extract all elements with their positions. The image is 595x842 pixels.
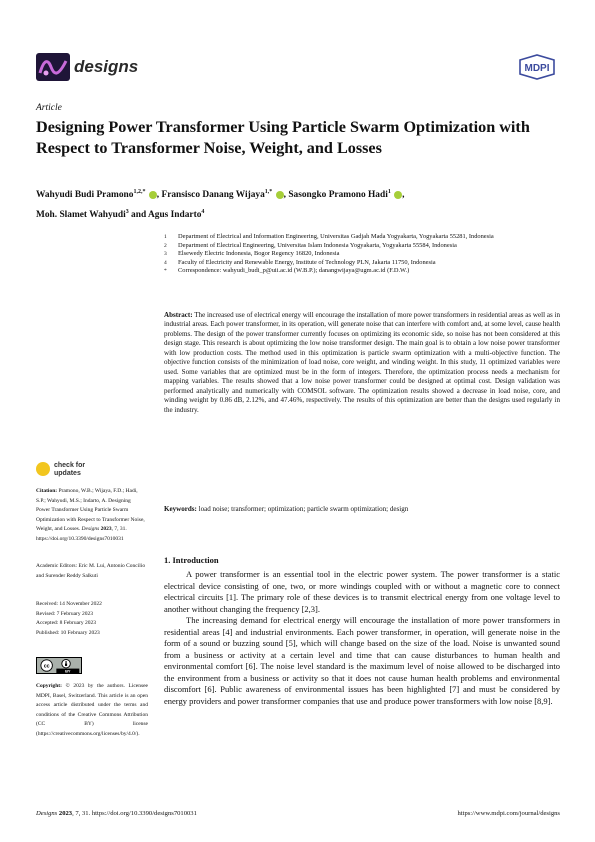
paragraph: A power transformer is an essential tool in the electric power system. The power transformer is a static electrical device consisting of one, two, or more windings coupled with or without a magnetic core to connect electrical circuits [1]. The primary role of these devices is to transmit electrical energy from one voltage level to another without changing the frequency [2,3]. xyxy=(164,569,560,614)
accepted-date: Accepted: 8 February 2023 xyxy=(36,620,97,626)
citation-block xyxy=(36,487,146,544)
affiliation-item xyxy=(164,259,564,268)
abstract-label: Abstract: xyxy=(164,311,193,319)
keywords-text: load noise; transformer; optimization; particle swarm optimization; design xyxy=(198,505,409,513)
author-affiliation-mark: 3 xyxy=(125,209,129,216)
author-affiliation-mark: 4 xyxy=(201,209,205,216)
copyright-text: © 2023 by the authors. Licensee MDPI, Basel, Switzerland. This article is an open access article distributed under the terms and conditions of the Creative Commons Attribution (CC BY) license (https://creativecommons.org/licenses/by/4.0/). xyxy=(36,683,149,737)
copyright-notice xyxy=(36,682,148,739)
footer-year: 2023 xyxy=(58,810,73,817)
check-for-updates-button[interactable] xyxy=(36,462,96,482)
affiliations xyxy=(164,233,564,276)
check-updates-icon xyxy=(36,462,50,476)
affiliation-number: 3 xyxy=(164,251,167,257)
citation-journal: Designs xyxy=(81,526,100,532)
received-date: Received: 14 November 2022 xyxy=(36,601,102,607)
footer-citation[interactable] xyxy=(36,810,197,817)
citation-label: Citation: xyxy=(36,488,58,494)
correspondence-text[interactable]: Correspondence: wahyudi_budi_p@uii.ac.id (W.B.P.); danangwijaya@ugm.ac.id (F.D.W.) xyxy=(178,267,410,274)
author-affiliation-mark: 1,2,* xyxy=(133,189,146,195)
footer-journal-url[interactable]: https://www.mdpi.com/journal/designs xyxy=(457,810,560,817)
author-name[interactable]: Fransisco Danang Wijaya xyxy=(161,190,265,201)
affiliation-item xyxy=(164,250,564,259)
cc-text: cc xyxy=(43,663,50,670)
affiliation-item xyxy=(164,233,564,242)
by-text: BY xyxy=(65,668,71,674)
publisher-name: MDPI xyxy=(524,63,550,74)
author-affiliation-mark: 1 xyxy=(387,189,391,195)
author-name[interactable]: Sasongko Pramono Hadi xyxy=(288,190,388,201)
author-list: Wahyudi Budi Pramono$^{1,2,*}$ , Fransisco Danang Wijaya$^{1,*}$ , Sasongko Pramono Hadi$^1$ , Moh. Slamet Wahyudi$^3$ and Agus Indarto$^4$ xyxy=(36,189,405,221)
section-heading-introduction: 1. Introduction xyxy=(164,555,219,565)
introduction-body xyxy=(164,569,560,707)
revised-date: Revised: 7 February 2023 xyxy=(36,610,93,617)
affiliation-text: Faculty of Electricity and Renewable Energy, Institute of Technology PLN, Jakarta 11750, Indonesia xyxy=(178,258,436,266)
affiliation-number: 4 xyxy=(164,259,167,266)
footer-doi: , 7, 31. https://doi.org/10.3390/designs7010031 xyxy=(72,810,197,817)
keywords-label: Keywords: xyxy=(164,505,197,513)
affiliation-text: Department of Electrical Engineering, Universitas Islam Indonesia Yogyakarta, Yogyakarta 55584, Indonesia xyxy=(178,241,457,249)
author-connector: and xyxy=(131,210,147,221)
citation-text: Pramono, W.B.; Wijaya, F.D.; Hadi, S.P.; Wahyudi, M.S.; Indarto, A. Designing Power Transformer Using Particle Swarm Optimization with Respect to Transformer Noise, Weight, and Losses. xyxy=(36,488,145,532)
citation-doi[interactable]: , 7, 31. https://doi.org/10.3390/designs7010031 xyxy=(36,526,127,542)
correspondence xyxy=(164,267,564,276)
abstract xyxy=(164,311,560,415)
affiliation-number: 1 xyxy=(164,234,167,240)
author-name[interactable]: Moh. Slamet Wahyudi xyxy=(36,210,126,221)
mdpi-logo-icon[interactable] xyxy=(516,54,558,80)
keywords xyxy=(164,505,560,514)
published-date: Published: 10 February 2023 xyxy=(36,629,100,636)
article-type: Article xyxy=(36,103,62,113)
affiliation-text: Department of Electrical and Information Engineering, Universitas Gadjah Mada Yogyakarta, Yogyakarta 55281, Indonesia xyxy=(178,233,494,240)
footer-journal: Designs xyxy=(36,810,58,817)
author-name[interactable]: Wahyudi Budi Pramono xyxy=(36,190,134,201)
author-affiliation-mark: 1,* xyxy=(264,189,273,195)
affiliation-item xyxy=(164,242,564,251)
orcid-icon[interactable] xyxy=(394,191,402,199)
publication-dates xyxy=(36,600,146,638)
affiliation-number: 2 xyxy=(164,242,167,249)
correspondence-mark: * xyxy=(164,268,167,274)
orcid-icon[interactable] xyxy=(149,191,157,199)
affiliation-text: Elsewedy Electric Indonesia, Bogor Regency 16820, Indonesia xyxy=(178,250,340,257)
journal-name[interactable]: designs xyxy=(74,57,139,76)
citation-year: 2023 xyxy=(100,526,112,532)
designs-journal-logo-icon xyxy=(36,53,70,81)
author-name[interactable]: Agus Indarto xyxy=(148,210,202,221)
paragraph: The increasing demand for electrical energy will encourage the installation of more power transformers in residential areas [4] and industrial environments. Each power transformer, in operation, will generate noise in the form of a sound or buzzing sound [5], which will change based on the size of the load. Noise is unwanted sound from a business or activity at a certain level and time that can cause disturbances to human health and environmental comfort [6]. The noise level standard is the maximum level of noise allowed to be discharged into the environment from a business or activity so that it does not cause human health problems and environmental discomfort [6]. Public awareness of environmental issues has been highlighted [7] and must be considered by energy providers and power transformer companies that use and produce power transformers with low noise [8,9]. xyxy=(164,615,560,706)
academic-editors: Academic Editors: Eric M. Lui, Antonio Concilio and Surender Reddy Salkuti xyxy=(36,563,146,579)
cc-by-license-icon[interactable] xyxy=(36,657,82,674)
article-title: Designing Power Transformer Using Particle Swarm Optimization with Respect to Transformer Noise, Weight, and Losses xyxy=(36,118,530,157)
copyright-label: Copyright: xyxy=(36,683,62,689)
orcid-icon[interactable] xyxy=(276,191,284,199)
abstract-text: The increased use of electrical energy will encourage the installation of more power transformers in residential areas as well as in industrial areas. Each power transformer, in its operation, will generate noise that can interfere with comfort and, at some level, cause health problems. The design of the power transformer currently focuses on optimizing its economic side, so noise has not been considered at this design stage. This research is about optimizing the low noise transformer design. The main goal is to obtain a low noise power transformer with low production costs. The method used in this optimization is particle swarm optimization with a multi-objective function. The objective function consists of the minimization of load noise, core weight, and winding weight. In this study, 11 optimized variables were used. Some variables that are optimized must be in the form of integers. Therefore, the optimization process needs a mechanism for mapping variables. The results showed that a low noise power transformer could be designed at optimal cost. Design validation was performed analytically and numerically with COMSOL software. The optimization results showed a decrease in load noise, core, and winding weight by 0.86 dB, 2.12%, and 47.46%, respectively. The results of this optimization are better than the designs used regularly in the industry. xyxy=(164,311,560,414)
check-updates-label: check for updates xyxy=(54,462,86,477)
